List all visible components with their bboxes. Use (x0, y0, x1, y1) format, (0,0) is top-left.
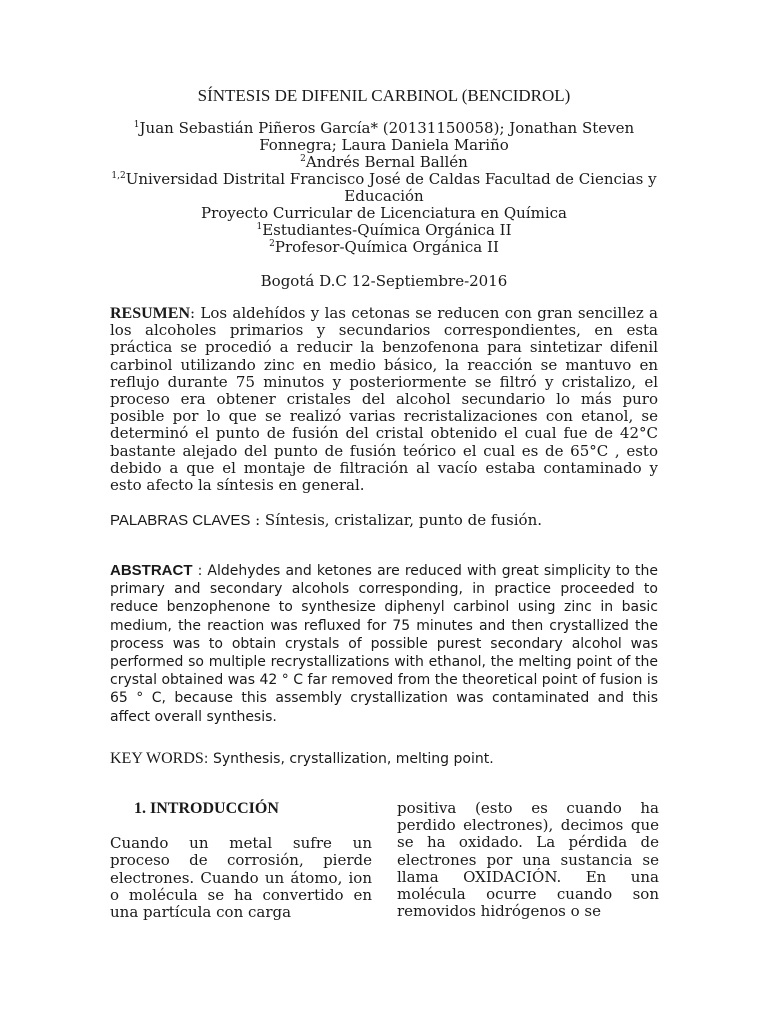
abstract-label: ABSTRACT (110, 562, 193, 579)
affiliation-marker: 2 (300, 154, 306, 164)
key-words-label: KEY WORDS (110, 750, 204, 767)
resumen-text: : Los aldehídos y las cetonas se reducen con gran sencillez a los alcoholes primarios y secundarios correspondientes, en esta práctica se procedió a reducir la benzofenona para sintetizar difenil carbinol utilizando zinc en medio básico, la reacción se mantuvo en reflujo durante 75 minutos y posteriormente se filtró y cristalizo, el proceso era obtener cristales del alcohol secundario lo más puro posible por lo que se realizó varias recristalizaciones con etanol, se determinó el punto de fusión del cristal obtenido el cual fue de 42°C bastante alejado del punto de fusión teórico el cual es de 65°C , esto debido a que el montaje de filtración al vacío estaba contaminado y esto afecto la síntesis en general. (110, 304, 658, 495)
affiliation-marker: 1 (133, 120, 140, 130)
palabras-claves-paragraph (110, 512, 658, 529)
left-column (110, 800, 372, 921)
author-line: $^2$Andrés Bernal Ballén (300, 153, 468, 171)
resumen-label: RESUMEN (110, 305, 191, 322)
resumen-paragraph (110, 305, 658, 494)
affiliation-marker: 2 (269, 239, 275, 249)
document-date: Bogotá D.C 12-Septiembre-2016 (260, 272, 508, 290)
abstract-paragraph (110, 562, 658, 726)
introduccion-text-right: positiva (esto es cuando ha perdido electrones), decimos que se ha oxidado. La pérdida de electrones por una sustancia se llama OXIDACIÓN. En una molécula ocurre cuando son removidos hidrógenos o se (397, 799, 659, 921)
affiliation-line: $^1$Estudiantes-Química Orgánica II (256, 221, 512, 239)
section-heading-introduccion: 1. INTRODUCCIÓN (134, 800, 279, 817)
palabras-claves-text: : Síntesis, cristalizar, punto de fusión. (250, 511, 543, 529)
affiliation-line: Proyecto Curricular de Licenciatura en Química (201, 204, 567, 222)
affiliation-marker: 1 (256, 222, 263, 232)
palabras-claves-label: PALABRAS CLAVES (110, 512, 251, 529)
key-words-paragraph (110, 750, 658, 768)
affiliation-line: $^2$Profesor-Química Orgánica II (269, 238, 499, 256)
document-title: SÍNTESIS DE DIFENIL CARBINOL (BENCIDROL) (197, 86, 571, 105)
key-words-text: : Synthesis, crystallization, melting point. (203, 751, 494, 767)
affiliation-marker: 1,2 (111, 171, 126, 181)
introduccion-text-left: Cuando un metal sufre un proceso de corrosión, pierde electrones. Cuando un átomo, ion o molécula se ha convertido en una partícula con carga (110, 834, 372, 922)
abstract-text: : Aldehydes and ketones are reduced with great simplicity to the primary and secondary alcohols corresponding, in practice proceeded to reduce benzophenone to synthesize diphenyl carbinol using zinc in basic medium, the reaction was refluxed for 75 minutes and then crystallized the process was to obtain crystals of possible purest secondary alcohol was performed so multiple recrystallizations with ethanol, the melting point of the crystal obtained was 42 ° C far removed from the theoretical point of fusion is 65 ° C, because this assembly crystallization was contaminated and this affect overall synthesis. (110, 563, 658, 725)
right-column (397, 800, 659, 920)
author-line: $^1$Juan Sebastián Piñeros García* (20131150058); Jonathan Steven Fonnegra; Laura Daniela Mariño (133, 119, 635, 154)
affiliation-line: $^{1,2}$Universidad Distrital Francisco José de Caldas Facultad de Ciencias y Educación (111, 170, 657, 205)
author-block (110, 120, 658, 290)
